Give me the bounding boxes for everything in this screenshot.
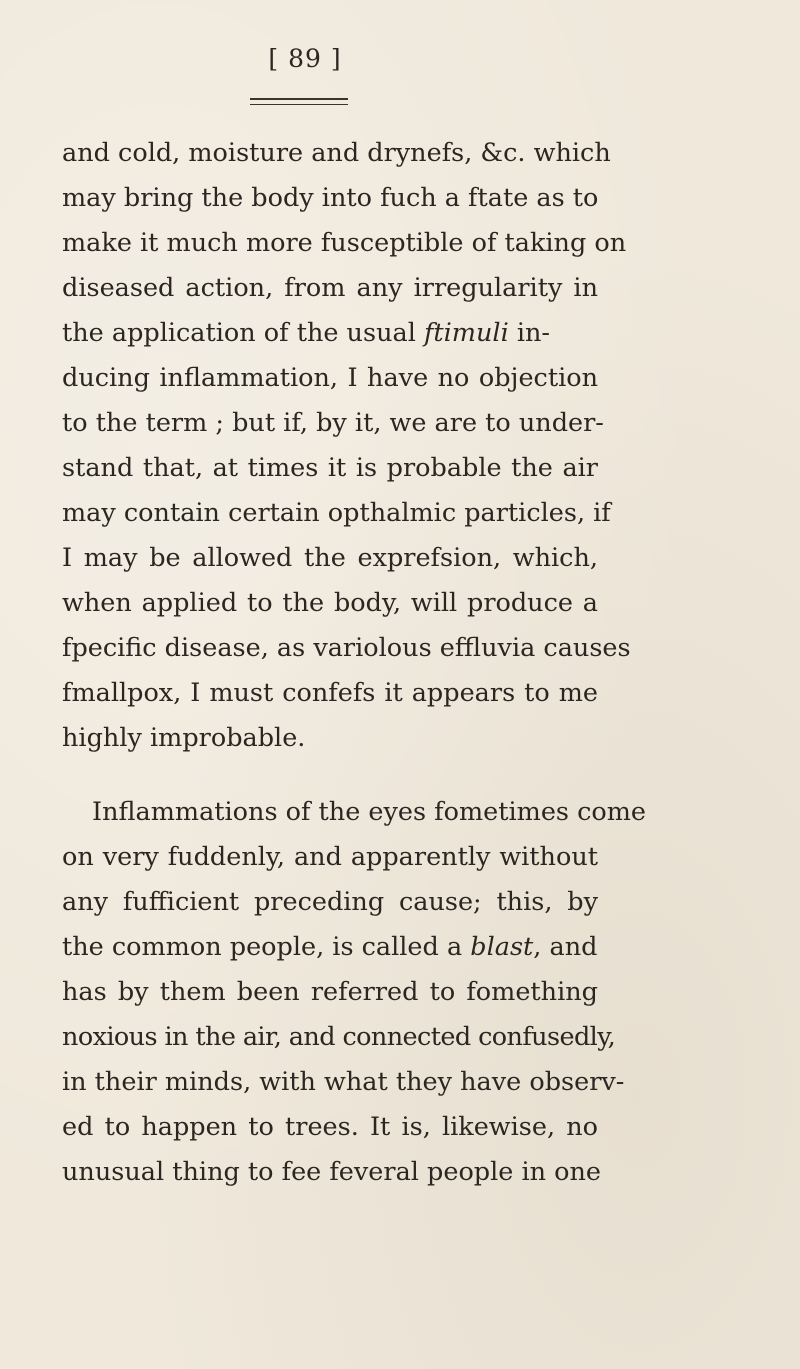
text-line: on very fuddenly, and apparently without [62, 842, 598, 872]
text-line: ed to happen to trees. It is, likewise, no [62, 1112, 598, 1142]
text-line: the application of the usual ftimuli in- [62, 318, 551, 348]
header-rule-thin [250, 104, 348, 105]
text-line: I may be allowed the exprefsion, which, [62, 543, 598, 573]
text-line: may contain certain opthalmic particles, if [62, 498, 611, 528]
text-line: noxious in the air, and connected confusedly, [62, 1022, 616, 1052]
italic-word: ftimuli [423, 318, 509, 348]
header-rule [250, 98, 348, 100]
text-line: diseased action, from any irregularity in [62, 273, 598, 303]
text-line: any fufficient preceding cause; this, by [62, 887, 598, 917]
italic-word: blast [470, 932, 534, 962]
text-line: stand that, at times it is probable the air [62, 453, 598, 483]
text-line: highly improbable. [62, 723, 306, 753]
page-number: [ 89 ] [268, 44, 342, 73]
text-line: to the term ; but if, by it, we are to under- [62, 408, 604, 438]
text-line: fmallpox, I must confefs it appears to me [62, 678, 598, 708]
text-line: unusual thing to fee feveral people in one [62, 1157, 602, 1187]
text-line: and cold, moisture and drynefs, &c. which [62, 138, 611, 168]
text-line: may bring the body into fuch a ftate as to [62, 183, 599, 213]
text-line: the common people, is called a blast, and [62, 932, 598, 962]
text-line: make it much more fusceptible of taking on [62, 228, 627, 258]
text-line: in their minds, with what they have observ- [62, 1067, 625, 1097]
text-line: when applied to the body, will produce a [62, 588, 598, 618]
text-line: has by them been referred to fomething [62, 977, 598, 1007]
text-line: ducing inflammation, I have no objection [62, 363, 598, 393]
text-line: fpecific disease, as variolous effluvia causes [62, 633, 631, 663]
text-line: Inflammations of the eyes fometimes come [92, 797, 647, 827]
